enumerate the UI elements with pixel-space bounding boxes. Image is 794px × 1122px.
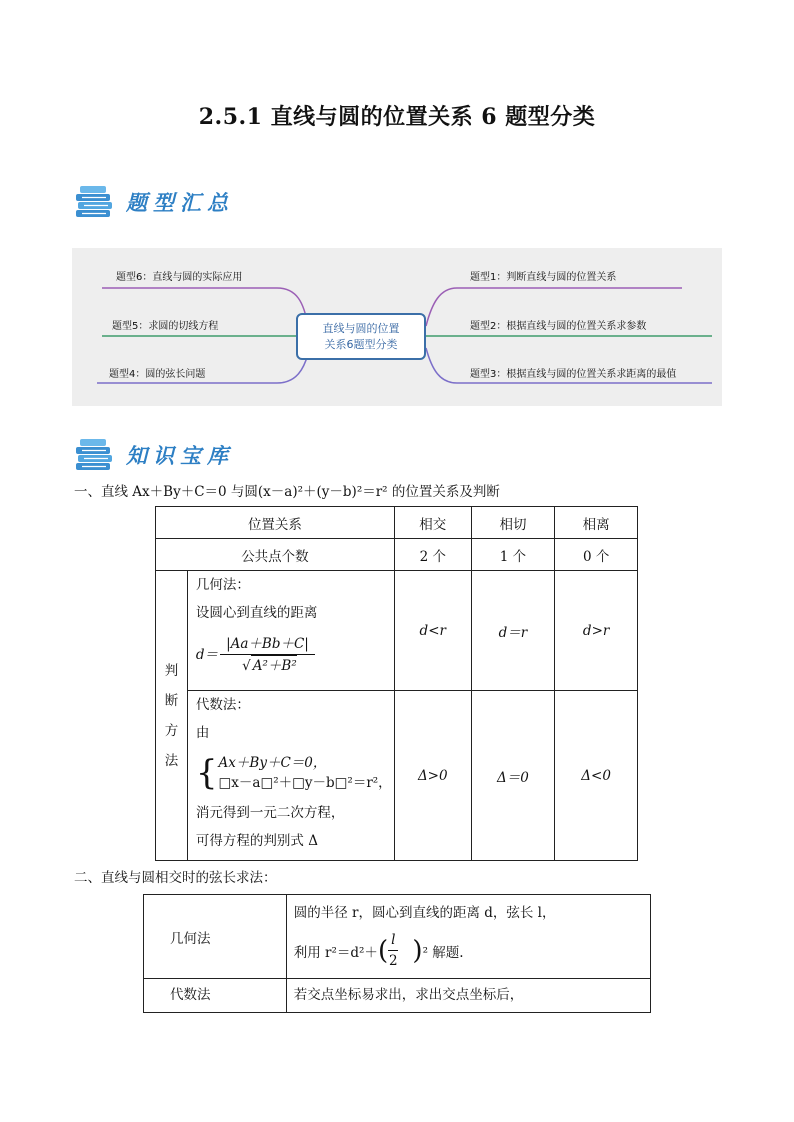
chord-length-table — [143, 894, 651, 1013]
geo-line2-prefix: 利用 r²＝d²＋ — [293, 944, 378, 961]
header-cell: 相交 — [394, 507, 471, 539]
geometric-desc: 设圆心到直线的距离 — [195, 605, 318, 621]
distance-formula — [196, 627, 394, 683]
brace-symbol: { — [195, 753, 218, 793]
result-cell: Δ<0 — [555, 691, 638, 861]
geometric-title: 几何法： — [195, 577, 250, 593]
result-cell: d>r — [555, 571, 638, 691]
row-label-cell: 公共点个数 — [156, 539, 395, 571]
mindmap-node-type2: 题型2：根据直线与圆的位置关系求参数 — [470, 321, 647, 332]
geo-line2-suffix: ² 解题. — [422, 944, 464, 961]
result-cell: d＝r — [471, 571, 555, 691]
formula-numerator: |Aa＋Bb＋C| — [220, 634, 315, 655]
paren-open: ( — [377, 935, 389, 966]
mindmap-center-line2: 关系6题型分类 — [324, 338, 398, 351]
mindmap-node-type5: 题型5：求圆的切线方程 — [112, 321, 219, 332]
formula-denominator-wrap — [238, 655, 297, 676]
equation-1: Ax＋By＋C＝0， — [218, 755, 327, 771]
method-label-char: 判 — [164, 662, 179, 679]
algebraic-chord-cell: 若交点坐标易求出，求出交点坐标后， — [286, 979, 650, 1013]
method-label-cell — [156, 571, 188, 861]
mindmap-node-type4: 题型4：圆的弦长问题 — [109, 369, 206, 380]
geo-line2 — [294, 927, 650, 975]
mindmap-center-node — [296, 313, 426, 360]
result-cell: Δ＝0 — [471, 691, 555, 861]
mindmap-node-type1: 题型1：判断直线与圆的位置关系 — [470, 272, 617, 283]
geo-line1: 圆的半径 r，圆心到直线的距离 d，弦长 l， — [293, 904, 556, 921]
result-cell: d<r — [394, 571, 471, 691]
position-relation-table — [155, 506, 638, 861]
table-row — [144, 895, 651, 979]
section-label: 题型汇总 — [126, 191, 234, 215]
algebraic-step2: 可得方程的判别式 Δ — [195, 833, 318, 849]
geometric-method-cell — [187, 571, 394, 691]
method-label-char: 方 — [164, 722, 179, 739]
part1-heading: 一、直线 Ax＋By＋C＝0 与圆(x－a)²＋(y－b)²＝r² 的位置关系及判断 — [74, 484, 500, 500]
algebraic-title: 代数法： — [195, 697, 250, 713]
method-label-char: 法 — [164, 752, 179, 769]
algebraic-from: 由 — [195, 725, 210, 741]
section-label: 知识宝库 — [126, 444, 234, 468]
formula-prefix: d＝ — [195, 647, 219, 663]
algebraic-method-cell — [187, 691, 394, 861]
header-cell: 相切 — [471, 507, 555, 539]
header-cell: 相离 — [555, 507, 638, 539]
algebraic-step1: 消元得到一元二次方程， — [195, 805, 345, 821]
page-title: 2.5.1 直线与圆的位置关系 6 题型分类 — [198, 104, 596, 130]
result-cell: Δ>0 — [394, 691, 471, 861]
table-row — [156, 507, 638, 539]
header-cell: 位置关系 — [156, 507, 395, 539]
formula-denominator: A²＋B² — [251, 655, 297, 676]
table-cell: 0 个 — [555, 539, 638, 571]
part2-heading: 二、直线与圆相交时的弦长求法： — [74, 870, 277, 886]
books-icon — [74, 184, 114, 220]
books-icon — [74, 437, 114, 473]
sqrt-sign: √ — [242, 658, 251, 674]
equation-2: □x－a□²＋□y－b□²＝r²， — [218, 775, 392, 791]
mindmap-node-type3: 题型3：根据直线与圆的位置关系求距离的最值 — [470, 369, 677, 380]
table-row — [156, 691, 638, 861]
table-row — [156, 571, 638, 691]
row-label-cell: 几何法 — [144, 895, 287, 979]
mindmap — [72, 248, 722, 406]
row-label-cell: 代数法 — [144, 979, 287, 1013]
table-row — [144, 979, 651, 1013]
table-cell: 1 个 — [471, 539, 555, 571]
paren-close: ) — [412, 935, 423, 966]
chord-fraction-den: 2 — [388, 953, 398, 969]
section-heading-knowledge — [74, 437, 234, 473]
chord-fraction-num: l — [388, 930, 398, 951]
table-row — [156, 539, 638, 571]
chord-fraction — [388, 930, 398, 971]
mindmap-center-line1: 直线与圆的位置 — [322, 322, 400, 335]
formula-fraction — [220, 634, 315, 676]
table-cell: 2 个 — [394, 539, 471, 571]
equation-lines — [219, 753, 392, 793]
section-heading-summary — [74, 184, 234, 220]
method-label-char: 断 — [164, 692, 179, 709]
equation-system — [196, 747, 394, 799]
geometric-chord-cell — [286, 895, 650, 979]
mindmap-node-type6: 题型6：直线与圆的实际应用 — [116, 272, 243, 283]
